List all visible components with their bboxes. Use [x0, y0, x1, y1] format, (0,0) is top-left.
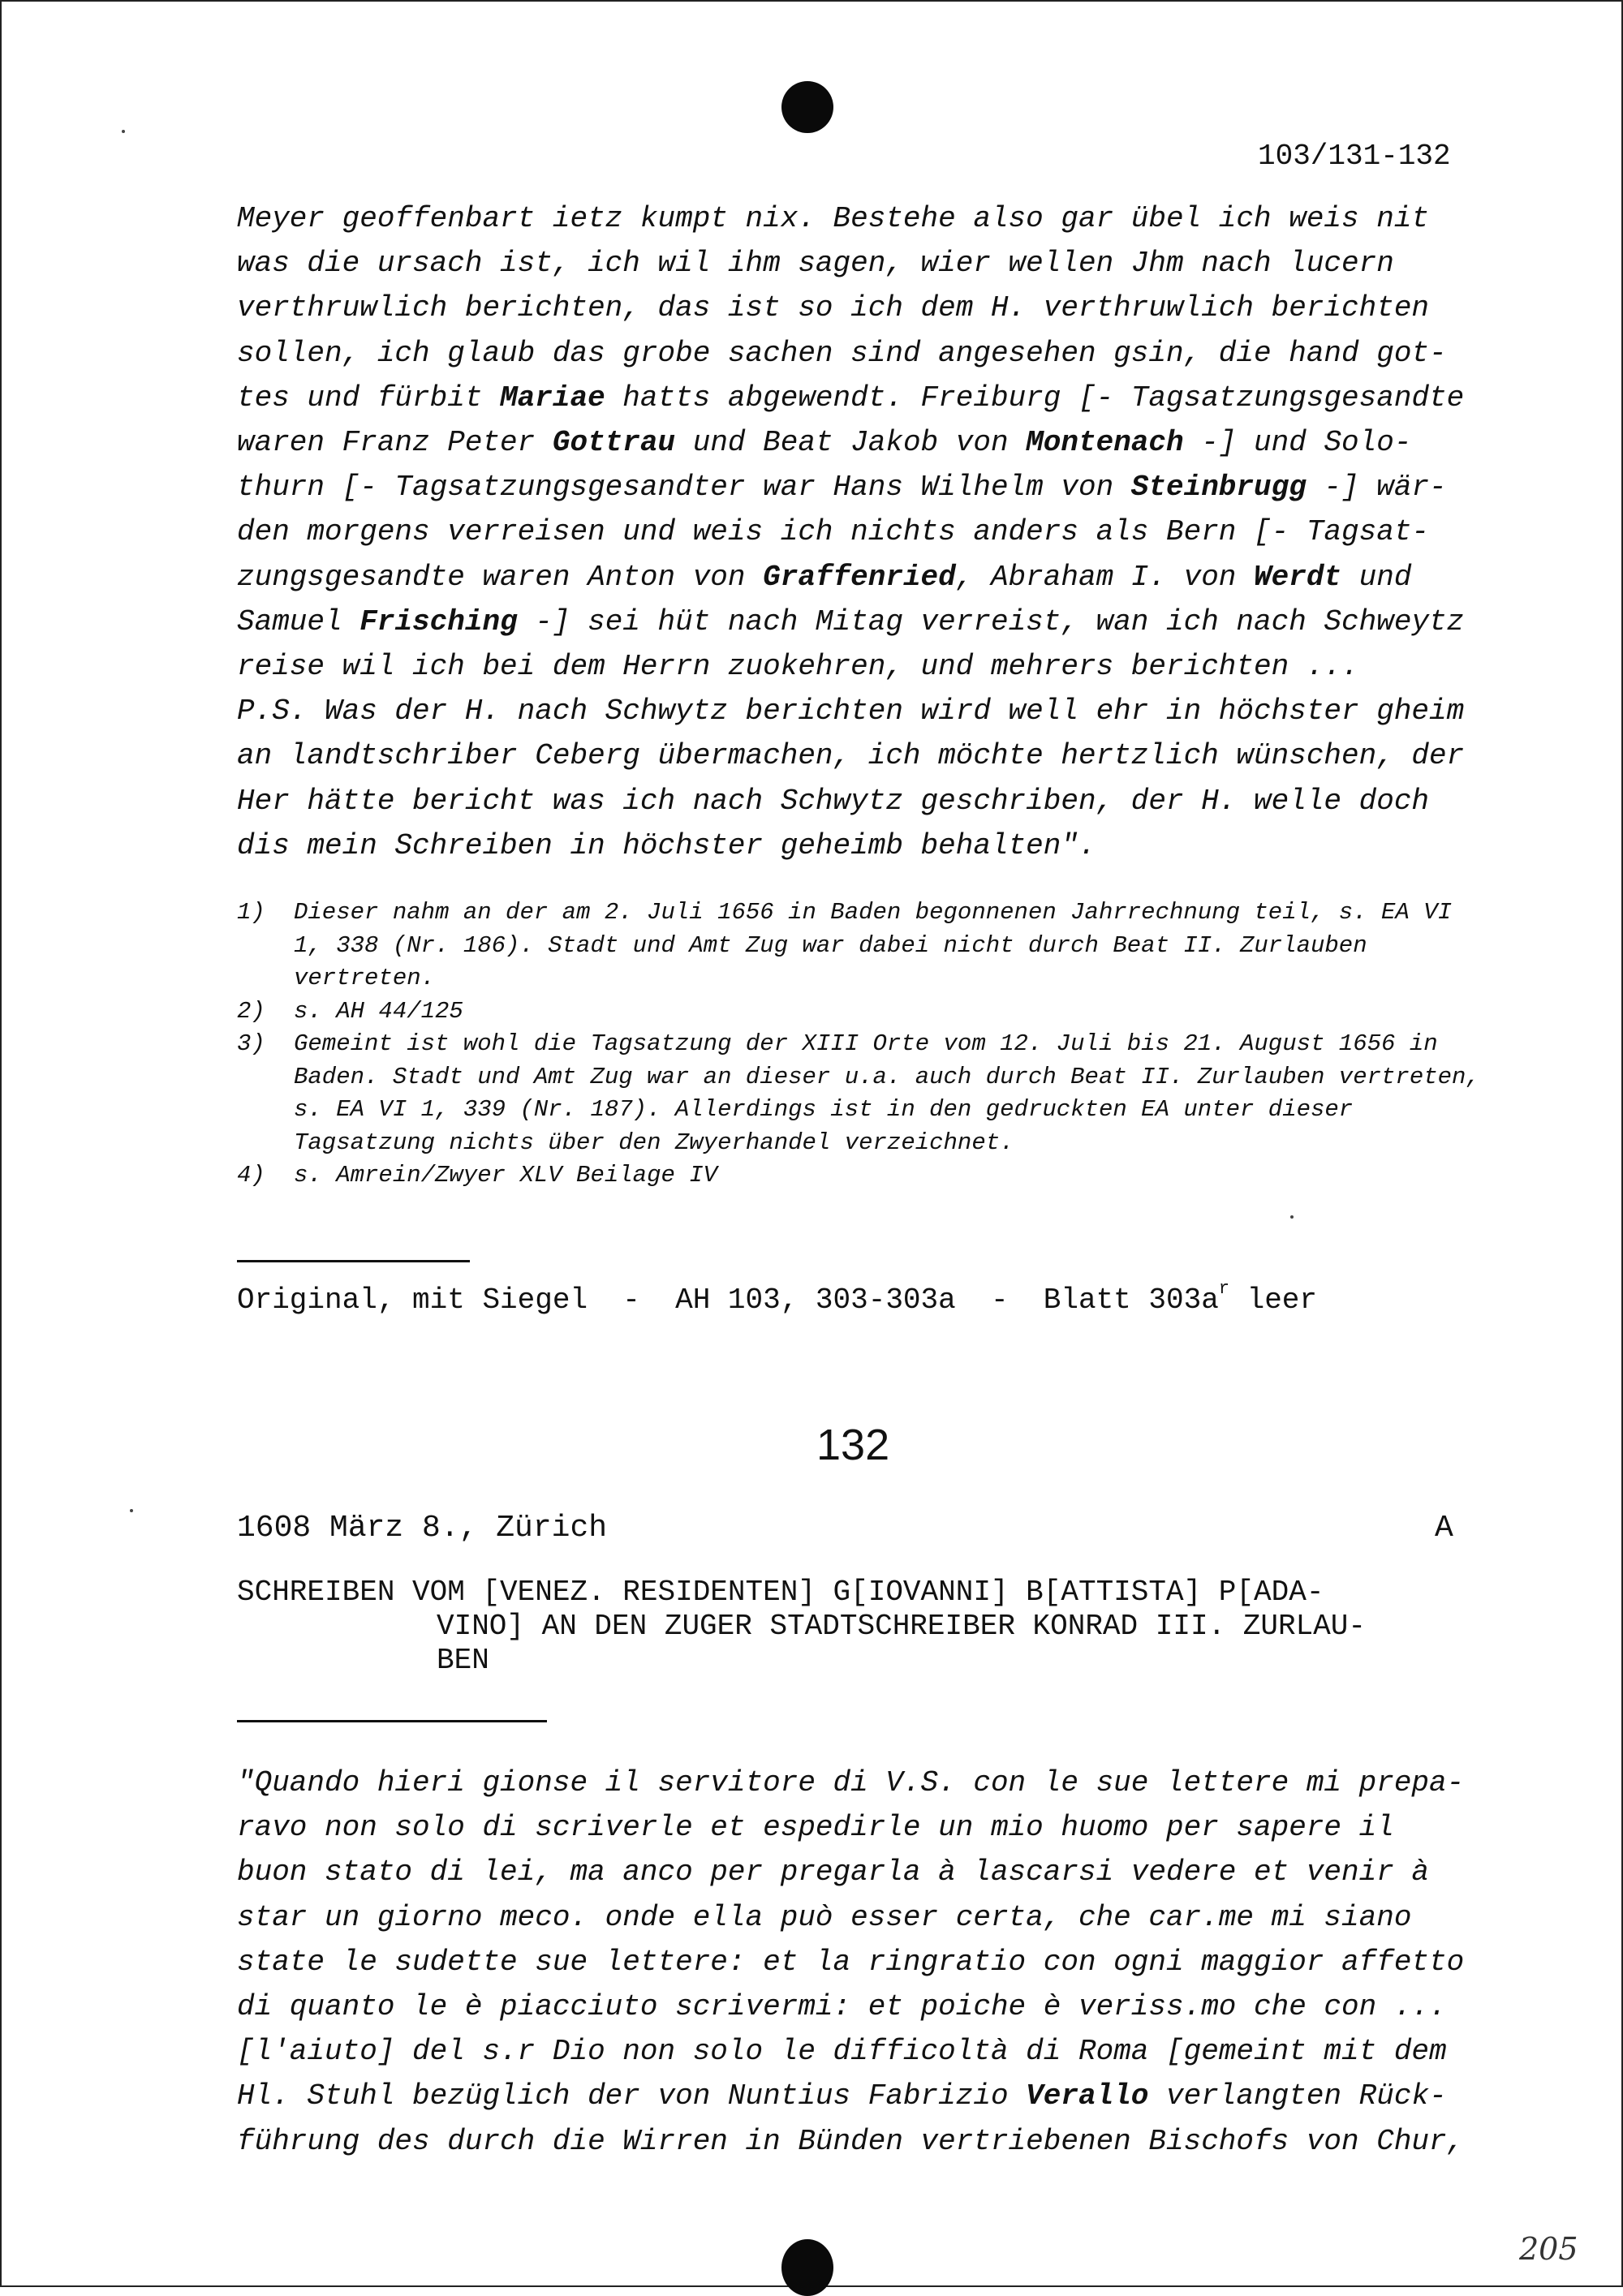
text-line: was die ursach ist, ich wil ihm sagen, wier wellen Jhm nach lucern — [237, 247, 1394, 281]
footnote-text: Gemeint ist wohl die Tagsatzung der XIII Orte vom 12. Juli bis 21. August 1656 in Baden. Stadt und Amt Zug war an dieser u.a. auch durch Beat II. Zurlauben vertreten, s. EA VI 1, 339 (Nr. 187). Allerdings ist in den gedruckten EA unter dieser Tagsatzung nichts über den Zwyerhandel verzeichnet. — [294, 1030, 1480, 1156]
letter-text — [237, 1761, 1479, 2164]
text-line: an landtschriber Ceberg übermachen, ich möchte hertzlich wünschen, der — [237, 739, 1465, 773]
handwritten-page-number: 205 — [1519, 2231, 1578, 2267]
text-line: Meyer geoffenbart ietz kumpt nix. Bestehe also gar übel ich weis nit — [237, 202, 1430, 235]
footnote-number: 1) — [237, 899, 265, 926]
footnote — [237, 1159, 1487, 1193]
text-line: sollen, ich glaub das grobe sachen sind angesehen gsin, die hand got- — [237, 336, 1447, 370]
footnote-text: s. Amrein/Zwyer XLV Beilage IV — [294, 1162, 718, 1189]
source-note-suffix: leer — [1229, 1283, 1318, 1317]
punch-hole-bottom — [781, 2239, 833, 2296]
text-line: führung des durch die Wirren in Bünden vertriebenen Bischofs von Chur, — [237, 2124, 1465, 2158]
source-note-text: Original, mit Siegel - AH 103, 303-303a - Blatt 303a — [237, 1283, 1219, 1317]
title-line: BEN — [437, 1644, 489, 1677]
original-source-note — [237, 1279, 1318, 1317]
footnote — [237, 896, 1487, 995]
footnote-number: 3) — [237, 1030, 265, 1057]
text-line: P.S. Was der H. nach Schwytz berichten wird well ehr in höchster gheim — [237, 694, 1465, 729]
text-line: Hl. Stuhl bezüglich der von Nuntius Fabrizio Verallo verlangten Rück- — [237, 2079, 1447, 2113]
source-note-superscript: r — [1218, 1279, 1229, 1299]
document-marker: A — [1435, 1511, 1453, 1546]
footnote-divider — [237, 1260, 470, 1262]
text-line: [l'aiuto] del s.r Dio non solo le difficoltà di Roma [gemeint mit dem — [237, 2035, 1447, 2069]
footnote-number: 2) — [237, 997, 265, 1025]
text-line: verthruwlich berichten, das ist so ich dem H. verthruwlich berichten — [237, 291, 1430, 325]
scan-speck — [122, 130, 125, 133]
text-line: state le sudette sue lettere: et la ringratio con ogni maggior affetto — [237, 1945, 1465, 1979]
document-dateline: 1608 März 8., Zürich — [237, 1511, 608, 1546]
text-line: buon stato di lei, ma anco per pregarla à lascarsi vedere et venir à — [237, 1855, 1430, 1890]
footnote-text: Dieser nahm an der am 2. Juli 1656 in Baden begonnenen Jahrrechnung teil, s. EA VI 1, 338 (Nr. 186). Stadt und Amt Zug war dabei nicht durch Beat II. Zurlauben vertreten. — [294, 899, 1453, 991]
continued-letter-text — [237, 196, 1479, 868]
text-line: zungsgesandte waren Anton von Graffenried, Abraham I. von Werdt und — [237, 560, 1412, 594]
document-title — [237, 1576, 1470, 1678]
text-line: dis mein Schreiben in höchster geheimb behalten". — [237, 828, 1096, 862]
footnote — [237, 995, 1487, 1029]
scan-speck — [1290, 1215, 1294, 1219]
footnote-text: s. AH 44/125 — [294, 997, 463, 1025]
text-line: den morgens verreisen und weis ich nichts anders als Bern [- Tagsat- — [237, 515, 1430, 549]
text-line: Her hätte bericht was ich nach Schwytz geschriben, der H. welle doch — [237, 784, 1430, 818]
scan-speck — [130, 1509, 133, 1512]
text-line: "Quando hieri gionse il servitore di V.S. con le sue lettere mi prepa- — [237, 1766, 1465, 1799]
page-reference-number: 103/131-132 — [1258, 140, 1451, 173]
text-line: tes und fürbit Mariae hatts abgewendt. Freiburg [- Tagsatzungsgesandte — [237, 381, 1465, 415]
text-line: star un giorno meco. onde ella può esser certa, che car.me mi siano — [237, 1900, 1412, 1934]
footnote — [237, 1028, 1487, 1159]
text-line: di quanto le è piacciuto scrivermi: et poiche è veriss.mo che con ... — [237, 1990, 1447, 2024]
footnote-number: 4) — [237, 1162, 265, 1189]
text-line: waren Franz Peter Gottrau und Beat Jakob von Montenach -] und Solo- — [237, 426, 1412, 460]
title-line: VINO] AN DEN ZUGER STADTSCHREIBER KONRAD III. ZURLAU- — [437, 1610, 1366, 1643]
text-line: reise wil ich bei dem Herrn zuokehren, und mehrers berichten ... — [237, 650, 1359, 684]
title-divider — [237, 1720, 547, 1722]
text-line: Samuel Frisching -] sei hüt nach Mitag verreist, wan ich nach Schweytz — [237, 604, 1465, 638]
punch-hole-top — [781, 81, 833, 133]
document-number: 132 — [816, 1421, 890, 1469]
text-line: ravo non solo di scriverle et espedirle un mio huomo per sapere il — [237, 1811, 1394, 1845]
title-line: SCHREIBEN VOM [VENEZ. RESIDENTEN] G[IOVANNI] B[ATTISTA] P[ADA- — [237, 1576, 1324, 1609]
footnotes — [237, 896, 1487, 1193]
text-line: thurn [- Tagsatzungsgesandter war Hans Wilhelm von Steinbrugg -] wär- — [237, 471, 1447, 505]
